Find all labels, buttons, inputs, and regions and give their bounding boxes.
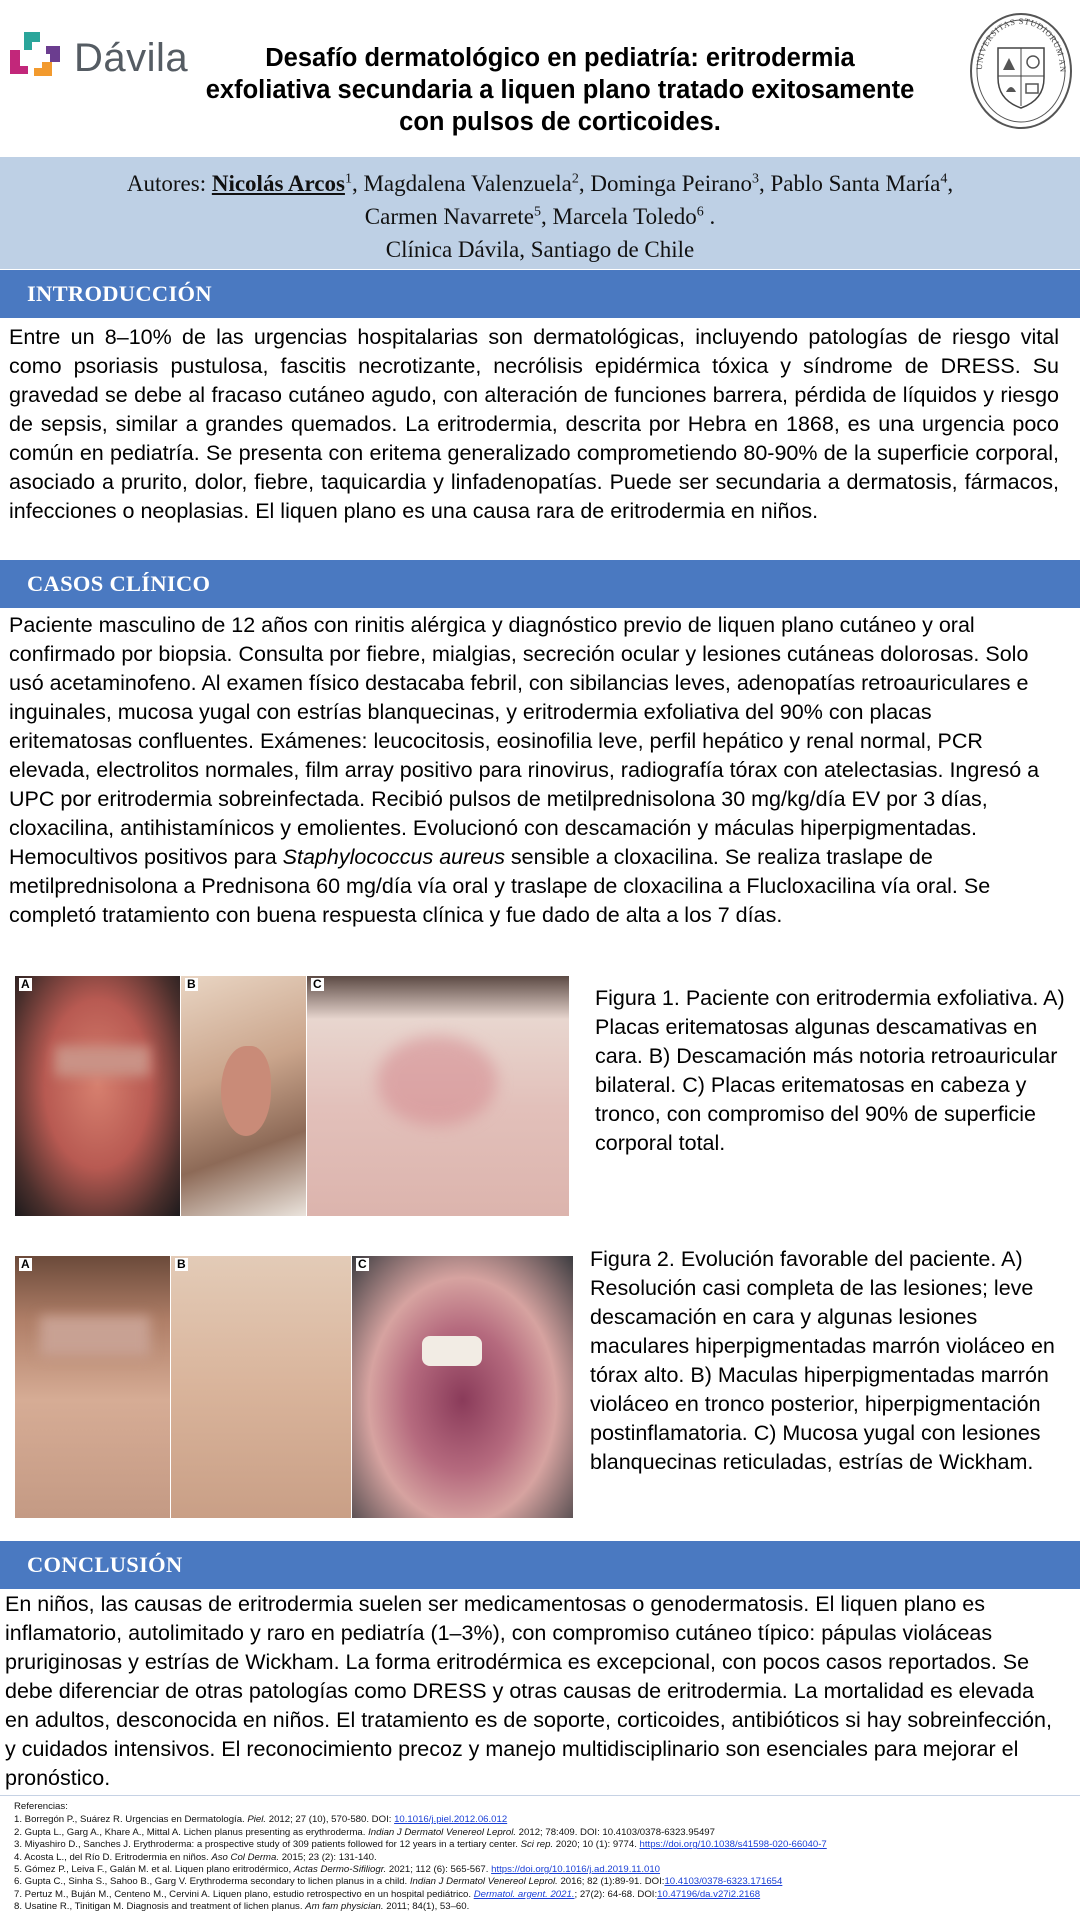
ref-rest: 2011; 84(1), 53–60. xyxy=(383,1901,470,1913)
author-sup: 1 xyxy=(344,171,352,187)
references xyxy=(14,1801,1074,1914)
ref-text: 8. Usatine R., Tinitigan M. Diagnosis and treatment of lichen planus. xyxy=(14,1901,306,1913)
author-name: , Magdalena Valenzuela xyxy=(351,171,572,196)
seal-text: UNIVERSITAS STUDIORUM AN xyxy=(973,15,1069,73)
references-heading: Referencias: xyxy=(14,1801,68,1812)
ref-rest: 2016; 82 (1):89-91. DOI: xyxy=(557,1876,665,1888)
case-section-bar xyxy=(0,560,1080,608)
author-name: , Dominga Peirano xyxy=(578,171,752,196)
author-sup: 5 xyxy=(534,204,541,220)
ref-journal: Aso Col Derma. xyxy=(211,1851,280,1863)
conclusion-title: CONCLUSIÓN xyxy=(27,1552,183,1577)
figure1-label-b: B xyxy=(187,977,196,991)
title-line: con pulsos de corticoides. xyxy=(399,108,721,136)
case-text xyxy=(9,611,1059,930)
first-author: Nicolás Arcos xyxy=(211,171,345,196)
author-name: , Marcela Toledo xyxy=(541,204,697,229)
figure1-photo-b xyxy=(181,976,306,1216)
author-name: . xyxy=(703,204,716,229)
title-line: Desafío dermatológico en pediatría: eritrodermia xyxy=(265,44,855,72)
ref-text: 3. Miyashiro D., Sanches J. Erythroderma: a prospective study of 309 patients followed for 12 years in a tertiary center. xyxy=(14,1839,521,1851)
davila-logo xyxy=(6,28,189,92)
ref-text: 1. Borregón P., Suárez R. Urgencias en Dermatología. xyxy=(14,1814,248,1826)
case-text-part: sensible a cloxacilina. Se realiza traslape de metilprednisolona a Prednisona 60 mg/día vía oral y traslape de cloxacilina a Flucloxacilina vía oral. Se completó tratamiento con buena respuesta clínica y fue dado de alta a los 7 días. xyxy=(9,845,991,927)
ref-text: 6. Gupta C., Sinha S., Sahoo B., Garg V. Erythroderma secondary to lichen planus in a child. xyxy=(14,1876,410,1888)
figure2-label-c: C xyxy=(358,1257,367,1271)
figure2-photo-a xyxy=(15,1256,170,1518)
ref-text: 4. Acosta L., del Río D. Eritrodermia en niños. xyxy=(14,1851,212,1863)
reference-item xyxy=(14,1839,1074,1851)
ref-link[interactable]: https://doi.org/10.1038/s41598-020-66040-7 xyxy=(639,1839,827,1851)
authors-line-1 xyxy=(0,171,1080,197)
author-sup: 2 xyxy=(571,171,579,187)
references-divider xyxy=(0,1795,1080,1796)
case-text-part: Paciente masculino de 12 años con rinitis alérgica y diagnóstico previo de liquen plano cutáneo y oral confirmado por biopsia. Consulta por fiebre, mialgias, secreción ocular y lesiones cutáneas dolorosas. Solo usó acetaminofeno. Al examen físico destacaba febril, con sibilancias leves, adenopatías retroauriculares e inguinales, mucosa yugal con estrías blanquecinas, y eritrodermia exfoliativa del 90% con placas eritematosas confluentes. Exámenes: leucocitosis, eosinofilia leve, perfil hepático y renal normal, PCR elevada, electrolitos normales, film array positivo para rinovirus, radiografía tórax con atelectasias. Ingresó a UPC por eritrodermia sobreinfectada. Recibió pulsos de metilprednisolona 30 mg/kg/día EV por 3 días, cloxacilina, antihistamínicos y emolientes. Evolucionó con descamación y máculas hiperpigmentadas. Hemocultivos positivos para xyxy=(9,613,1040,869)
ref-link[interactable]: https://doi.org/10.1016/j.ad.2019.11.010 xyxy=(491,1864,661,1876)
ref-journal: Sci rep. xyxy=(520,1839,554,1851)
author-sup: 6 xyxy=(696,204,704,220)
reference-item xyxy=(14,1827,1074,1839)
ref-link[interactable]: 10.1016/j.piel.2012.06.012 xyxy=(394,1814,508,1826)
ref-journal: Indian J Dermatol Venereol Leprol. xyxy=(368,1826,517,1838)
ref-rest: 2012; 27 (10), 570-580. DOI: xyxy=(266,1814,395,1826)
ref-text: 2. Gupta L., Garg A., Khare A., Mittal A. Lichen planus presenting as erythroderma. xyxy=(14,1826,369,1838)
conclusion-section-bar xyxy=(0,1541,1080,1589)
author-name: , xyxy=(947,171,954,196)
ref-rest: 2012; 78:409. DOI: 10.4103/0378-6323.95497 xyxy=(516,1826,715,1838)
author-sup: 4 xyxy=(940,171,948,187)
ref-journal: Actas Dermo-Sifiliogr. xyxy=(293,1864,387,1876)
author-name: Carmen Navarrete xyxy=(364,204,534,229)
ref-journal: Piel. xyxy=(247,1814,267,1826)
ref-link[interactable]: 10.47196/da.v27i2.2168 xyxy=(657,1888,761,1900)
figure1-photo-a xyxy=(15,976,180,1216)
title-line: exfoliativa secundaria a liquen plano tratado exitosamente xyxy=(205,76,915,104)
reference-item xyxy=(14,1864,1074,1876)
intro-section-bar xyxy=(0,270,1080,318)
institution: Clínica Dávila, Santiago de Chile xyxy=(385,237,695,262)
davila-logo-text: Dávila xyxy=(74,36,189,80)
authors-band xyxy=(0,157,1080,269)
ref-journal: Dermatol. argent. 2021. xyxy=(473,1888,575,1900)
ref-journal: Indian J Dermatol Venereol Leprol. xyxy=(409,1876,558,1888)
figure2-photo-b xyxy=(171,1256,351,1518)
ref-link[interactable]: 10.4103/0378-6323.171654 xyxy=(664,1876,783,1888)
case-text-organism: Staphylococcus aureus xyxy=(282,845,505,869)
figure2-photo-c xyxy=(352,1256,573,1518)
case-title: CASOS CLÍNICO xyxy=(27,571,211,596)
author-sup: 3 xyxy=(751,171,759,187)
ref-text: 5. Gómez P., Leiva F., Galán M. et al. Liquen plano eritrodérmico, xyxy=(14,1864,294,1876)
ref-rest: ; 27(2): 64-68. DOI: xyxy=(574,1888,658,1900)
poster-title xyxy=(185,42,935,138)
ref-rest: 2015; 23 (2): 131-140. xyxy=(279,1851,377,1863)
author-name: , Pablo Santa María xyxy=(758,171,941,196)
reference-item xyxy=(14,1852,1074,1864)
reference-item xyxy=(14,1901,1074,1913)
ref-rest: 2021; 112 (6): 565-567. xyxy=(386,1864,492,1876)
conclusion-text: En niños, las causas de eritrodermia suelen ser medicamentosas o genodermatosis. El liquen plano es inflamatorio, autolimitado y raro en pediatría (1–3%), con compromiso cutáneo típico: pápulas violáceas pruriginosas y estrías de Wickham. La forma eritrodérmica es excepcional, con pocos casos reportados. Se debe diferenciar de otras patologías como DRESS y otras causas de eritrodermia. La mortalidad es elevada en adultos, desconocida en niños. El tratamiento es de soporte, corticoides, antibióticos si hay sobreinfección, y cuidados intensivos. El reconocimiento precoz y manejo multidisciplinario son esenciales para mejorar el pronóstico. xyxy=(5,1592,1052,1790)
authors-line-2 xyxy=(0,204,1080,230)
figure1-caption: Figura 1. Paciente con eritrodermia exfoliativa. A) Placas eritematosas algunas descamativas en cara. B) Descamación más notoria retroauricular bilateral. C) Placas eritematosas en cabeza y tronco, con compromiso del 90% de superficie corporal total. xyxy=(595,986,1065,1155)
figure2-label-b: B xyxy=(177,1257,186,1271)
intro-text: Entre un 8–10% de las urgencias hospitalarias son dermatológicas, incluyendo patologías de riesgo vital como psoriasis pustulosa, fascitis necrotizante, necrólisis epidérmica tóxica y síndrome de DRESS. Su gravedad se debe al fracaso cutáneo agudo, con alteración de funciones barrera, pérdida de líquidos y riesgo de sepsis, similar a grandes quemados. La eritrodermia, descrita por Hebra en 1868, es una urgencia poco común en pediatría. Se presenta con eritema generalizado comprometiendo 80-90% de la superficie corporal, asociado a prurito, dolor, fiebre, taquicardia y linfadenopatías. Puede ser secundaria a dermatosis, fármacos, infecciones o neoplasias. El liquen plano es una causa rara de eritrodermia en niños. xyxy=(9,325,1059,523)
reference-item xyxy=(14,1814,1074,1826)
ref-journal: Am fam physician. xyxy=(305,1901,384,1913)
davila-logo-icon xyxy=(6,28,68,90)
ref-text: 7. Pertuz M., Buján M., Centeno M., Cervini A. Liquen plano, estudio retrospectivo en un hospital pediátrico. xyxy=(14,1888,474,1900)
figure1-label-c: C xyxy=(313,977,322,991)
reference-item xyxy=(14,1876,1074,1888)
reference-item xyxy=(14,1889,1074,1901)
university-seal xyxy=(968,12,1074,130)
intro-title: INTRODUCCIÓN xyxy=(27,281,212,306)
figure1-label-a: A xyxy=(21,977,30,991)
figure2-caption: Figura 2. Evolución favorable del paciente. A) Resolución casi completa de las lesiones; leve descamación en cara y algunas lesiones maculares hiperpigmentadas marrón violáceo en tórax alto. B) Maculas hiperpigmentadas marrón violáceo en tronco posterior, hiperpigmentación postinflamatoria. C) Mucosa yugal con lesiones blanquecinas reticuladas, estrías de Wickham. xyxy=(590,1247,1055,1474)
authors-prefix: Autores: xyxy=(126,171,212,196)
figure2-label-a: A xyxy=(21,1257,30,1271)
ref-rest: 2020; 10 (1): 9774. xyxy=(553,1839,640,1851)
figure1-photo-c xyxy=(307,976,569,1216)
